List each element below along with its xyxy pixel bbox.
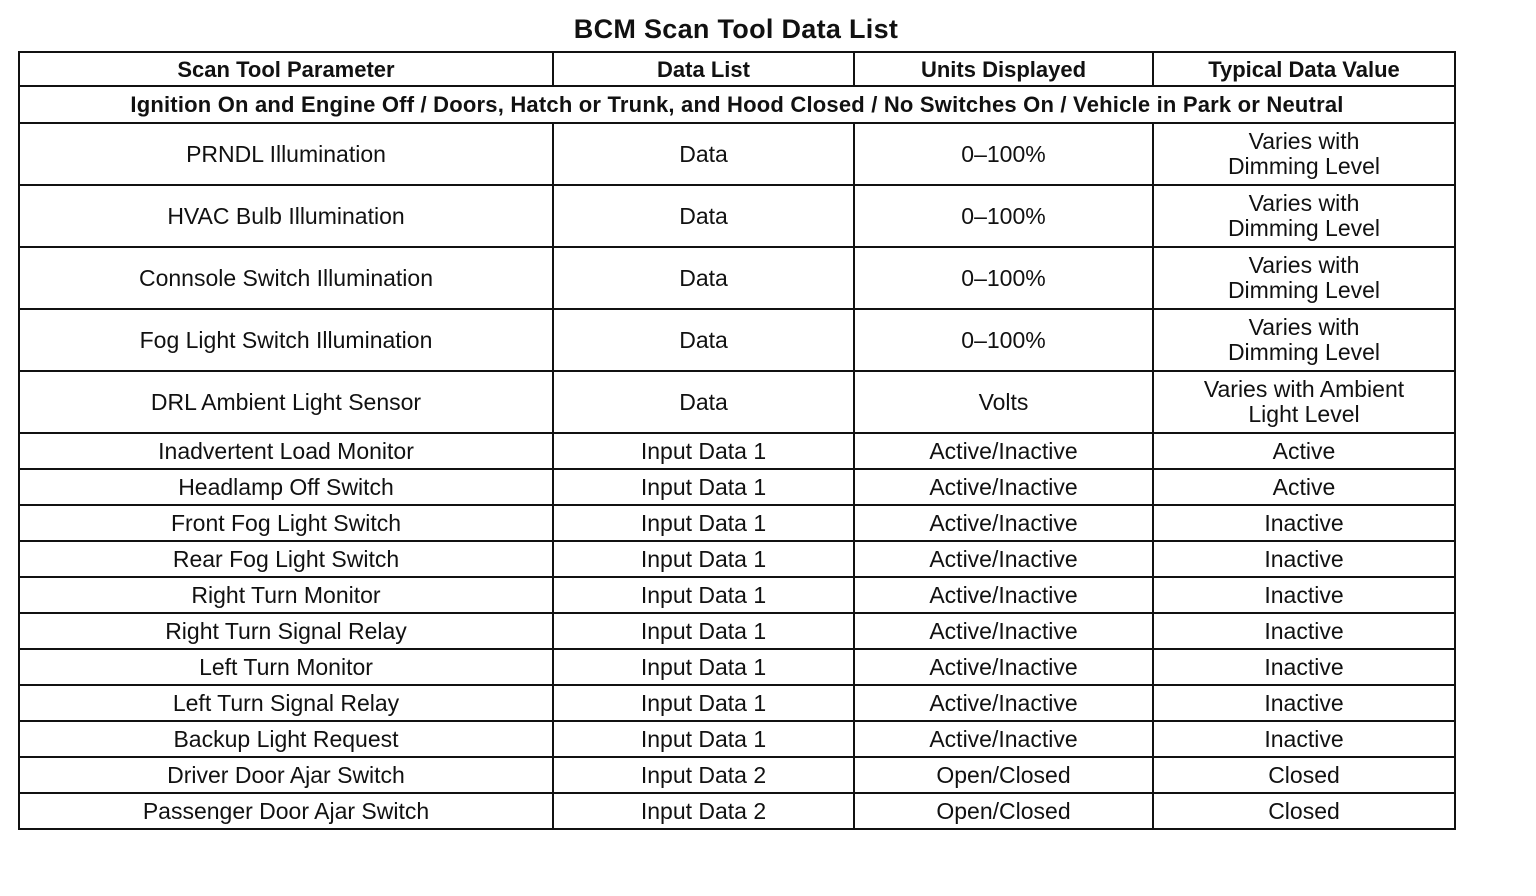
table-row — [19, 247, 1455, 309]
table-row — [19, 505, 1455, 541]
units-cell: Active/Inactive — [854, 541, 1153, 577]
table-row — [19, 185, 1455, 247]
typical-line-2: Dimming Level — [1227, 215, 1381, 241]
data-list-cell: Input Data 1 — [553, 505, 854, 541]
data-list-cell: Input Data 1 — [553, 541, 854, 577]
parameter-cell: Front Fog Light Switch — [19, 505, 553, 541]
data-list-cell: Input Data 2 — [553, 793, 854, 829]
parameter-cell: Left Turn Monitor — [19, 649, 553, 685]
units-cell: Volts — [854, 371, 1153, 433]
data-list-cell: Input Data 1 — [553, 685, 854, 721]
typical-value-cell: Inactive — [1153, 721, 1455, 757]
units-cell: Active/Inactive — [854, 469, 1153, 505]
data-list-cell: Input Data 1 — [553, 433, 854, 469]
units-cell: Open/Closed — [854, 793, 1153, 829]
data-list-cell: Input Data 1 — [553, 649, 854, 685]
units-cell: Active/Inactive — [854, 721, 1153, 757]
typical-line-1: Varies with — [1248, 252, 1360, 278]
typical-value-cell: Closed — [1153, 793, 1455, 829]
units-cell: 0–100% — [854, 185, 1153, 247]
header-scan-tool-parameter: Scan Tool Parameter — [19, 52, 553, 86]
table-row — [19, 433, 1455, 469]
typical-value-cell — [1153, 309, 1455, 371]
units-cell: 0–100% — [854, 247, 1153, 309]
condition-row — [19, 86, 1455, 123]
units-cell: Active/Inactive — [854, 577, 1153, 613]
data-list-cell: Input Data 1 — [553, 613, 854, 649]
typical-line-2: Light Level — [1248, 401, 1360, 427]
units-cell: Open/Closed — [854, 757, 1153, 793]
parameter-cell: PRNDL Illumination — [19, 123, 553, 185]
data-list-cell: Input Data 1 — [553, 469, 854, 505]
table-row — [19, 469, 1455, 505]
table-row — [19, 649, 1455, 685]
table-row — [19, 371, 1455, 433]
parameter-cell: Left Turn Signal Relay — [19, 685, 553, 721]
units-cell: Active/Inactive — [854, 613, 1153, 649]
table-row — [19, 757, 1455, 793]
typical-value-cell — [1153, 371, 1455, 433]
parameter-cell: Fog Light Switch Illumination — [19, 309, 553, 371]
typical-value-cell: Active — [1153, 433, 1455, 469]
typical-value-cell: Inactive — [1153, 685, 1455, 721]
typical-line-2: Dimming Level — [1227, 153, 1381, 179]
typical-line-2: Dimming Level — [1227, 277, 1381, 303]
typical-line-1: Varies with Ambient — [1203, 376, 1405, 402]
data-list-cell: Data — [553, 123, 854, 185]
typical-value-cell: Inactive — [1153, 613, 1455, 649]
typical-value-cell — [1153, 247, 1455, 309]
typical-value-cell — [1153, 123, 1455, 185]
units-cell: Active/Inactive — [854, 685, 1153, 721]
table-row — [19, 123, 1455, 185]
parameter-cell: Rear Fog Light Switch — [19, 541, 553, 577]
table-row — [19, 613, 1455, 649]
units-cell: Active/Inactive — [854, 649, 1153, 685]
data-list-cell: Input Data 1 — [553, 721, 854, 757]
parameter-cell: Inadvertent Load Monitor — [19, 433, 553, 469]
typical-line-1: Varies with — [1248, 314, 1360, 340]
data-list-cell: Data — [553, 247, 854, 309]
typical-line-1: Varies with — [1248, 190, 1360, 216]
parameter-cell: Right Turn Signal Relay — [19, 613, 553, 649]
data-list-cell: Data — [553, 371, 854, 433]
units-cell: 0–100% — [854, 309, 1153, 371]
table-row — [19, 309, 1455, 371]
typical-value-cell: Inactive — [1153, 541, 1455, 577]
units-cell: Active/Inactive — [854, 505, 1153, 541]
parameter-cell: Connsole Switch Illumination — [19, 247, 553, 309]
typical-value-cell: Inactive — [1153, 649, 1455, 685]
typical-value-cell — [1153, 185, 1455, 247]
data-list-cell: Input Data 2 — [553, 757, 854, 793]
parameter-cell: DRL Ambient Light Sensor — [19, 371, 553, 433]
parameter-cell: Headlamp Off Switch — [19, 469, 553, 505]
header-data-list: Data List — [553, 52, 854, 86]
parameter-cell: Backup Light Request — [19, 721, 553, 757]
scan-tool-data-table — [18, 51, 1456, 830]
parameter-cell: Right Turn Monitor — [19, 577, 553, 613]
table-header-row — [19, 52, 1455, 86]
page-title: BCM Scan Tool Data List — [573, 14, 899, 44]
typical-line-2: Dimming Level — [1227, 339, 1381, 365]
data-list-cell: Input Data 1 — [553, 577, 854, 613]
parameter-cell: Passenger Door Ajar Switch — [19, 793, 553, 829]
data-list-cell: Data — [553, 309, 854, 371]
units-cell: 0–100% — [854, 123, 1153, 185]
typical-value-cell: Closed — [1153, 757, 1455, 793]
parameter-cell: Driver Door Ajar Switch — [19, 757, 553, 793]
typical-value-cell: Inactive — [1153, 505, 1455, 541]
table-row — [19, 793, 1455, 829]
condition-text: Ignition On and Engine Off / Doors, Hatch or Trunk, and Hood Closed / No Switches On / Vehicle in Park or Neutral — [19, 86, 1455, 123]
table-row — [19, 541, 1455, 577]
parameter-cell: HVAC Bulb Illumination — [19, 185, 553, 247]
table-row — [19, 685, 1455, 721]
typical-value-cell: Inactive — [1153, 577, 1455, 613]
table-row — [19, 577, 1455, 613]
units-cell: Active/Inactive — [854, 433, 1153, 469]
table-row — [19, 721, 1455, 757]
data-list-cell: Data — [553, 185, 854, 247]
header-typical-data-value: Typical Data Value — [1153, 52, 1455, 86]
typical-line-1: Varies with — [1248, 128, 1360, 154]
typical-value-cell: Active — [1153, 469, 1455, 505]
header-units-displayed: Units Displayed — [854, 52, 1153, 86]
